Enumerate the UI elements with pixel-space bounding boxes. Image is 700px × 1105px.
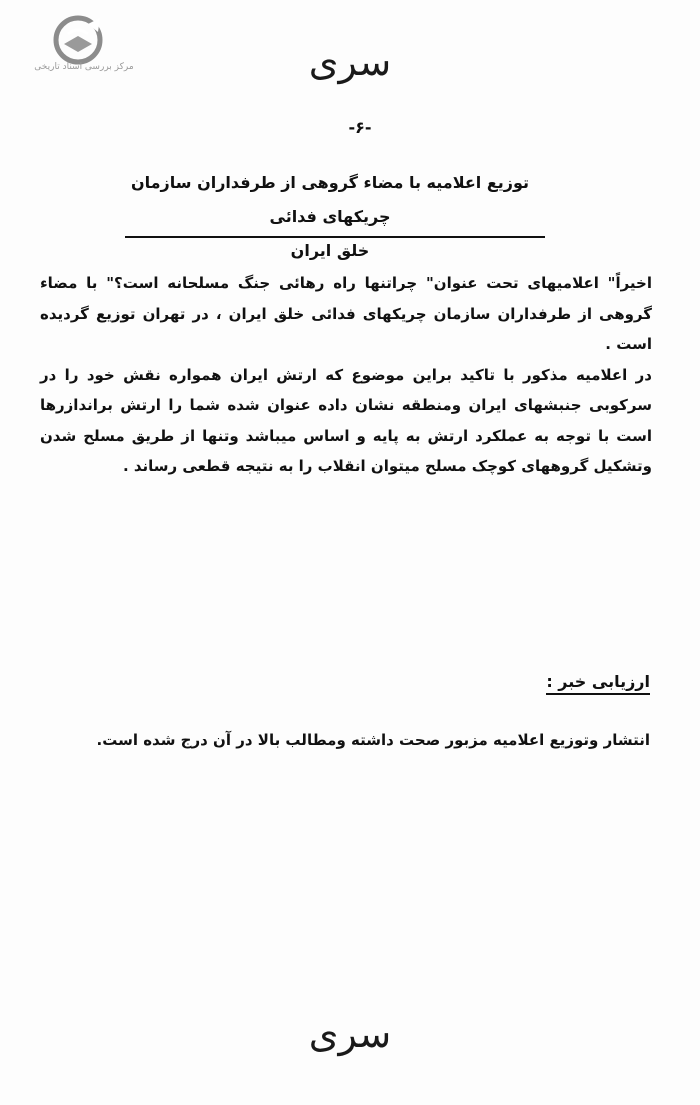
classification-header: سری: [308, 40, 392, 84]
assessment-heading: [440, 672, 650, 691]
watermark-caption: مرکز بررسی اسناد تاریخی: [34, 62, 134, 72]
report-body: [40, 268, 652, 482]
body-paragraph-2: در اعلامیه مذکور با تاکید براین موضوع که ارتش ایران همواره نقش خود را در سرکوبی جنبشهای ایران ومنطقه نشان داده عنوان شده شما را ارتش براندازرها است با توجه به عملکرد ارتش به پایه و اساس میباشد وتنها از طریق مسلح شدن وتشکیل گروههای کوچک مسلح میتوان انقلاب را به نتیجه قطعی رساند .: [40, 365, 652, 475]
title-line-2: خلق ایران: [290, 241, 370, 260]
document-title: [100, 166, 560, 268]
body-paragraph-1: اخیراً" اعلامیهای تحت عنوان" چراتنها راه رهائی جنگ مسلحانه است؟" با مضاء گروهی از طرفداران سازمان چریکهای فدائی خلق ایران ، در تهران توزیع گردیده است .: [40, 274, 652, 353]
title-underline: [125, 236, 545, 238]
assessment-label: ارزیابی خبر :: [546, 672, 650, 695]
page-number: -۶-: [348, 118, 372, 137]
assessment-text: انتشار وتوزیع اعلامیه مزبور صحت داشته ومطالب بالا در آن درج شده است.: [96, 731, 650, 749]
title-line-1: توزیع اعلامیه با مضاء گروهی از طرفداران سازمان چریکهای فدائی: [130, 173, 530, 226]
classification-footer: سری: [308, 1012, 392, 1056]
